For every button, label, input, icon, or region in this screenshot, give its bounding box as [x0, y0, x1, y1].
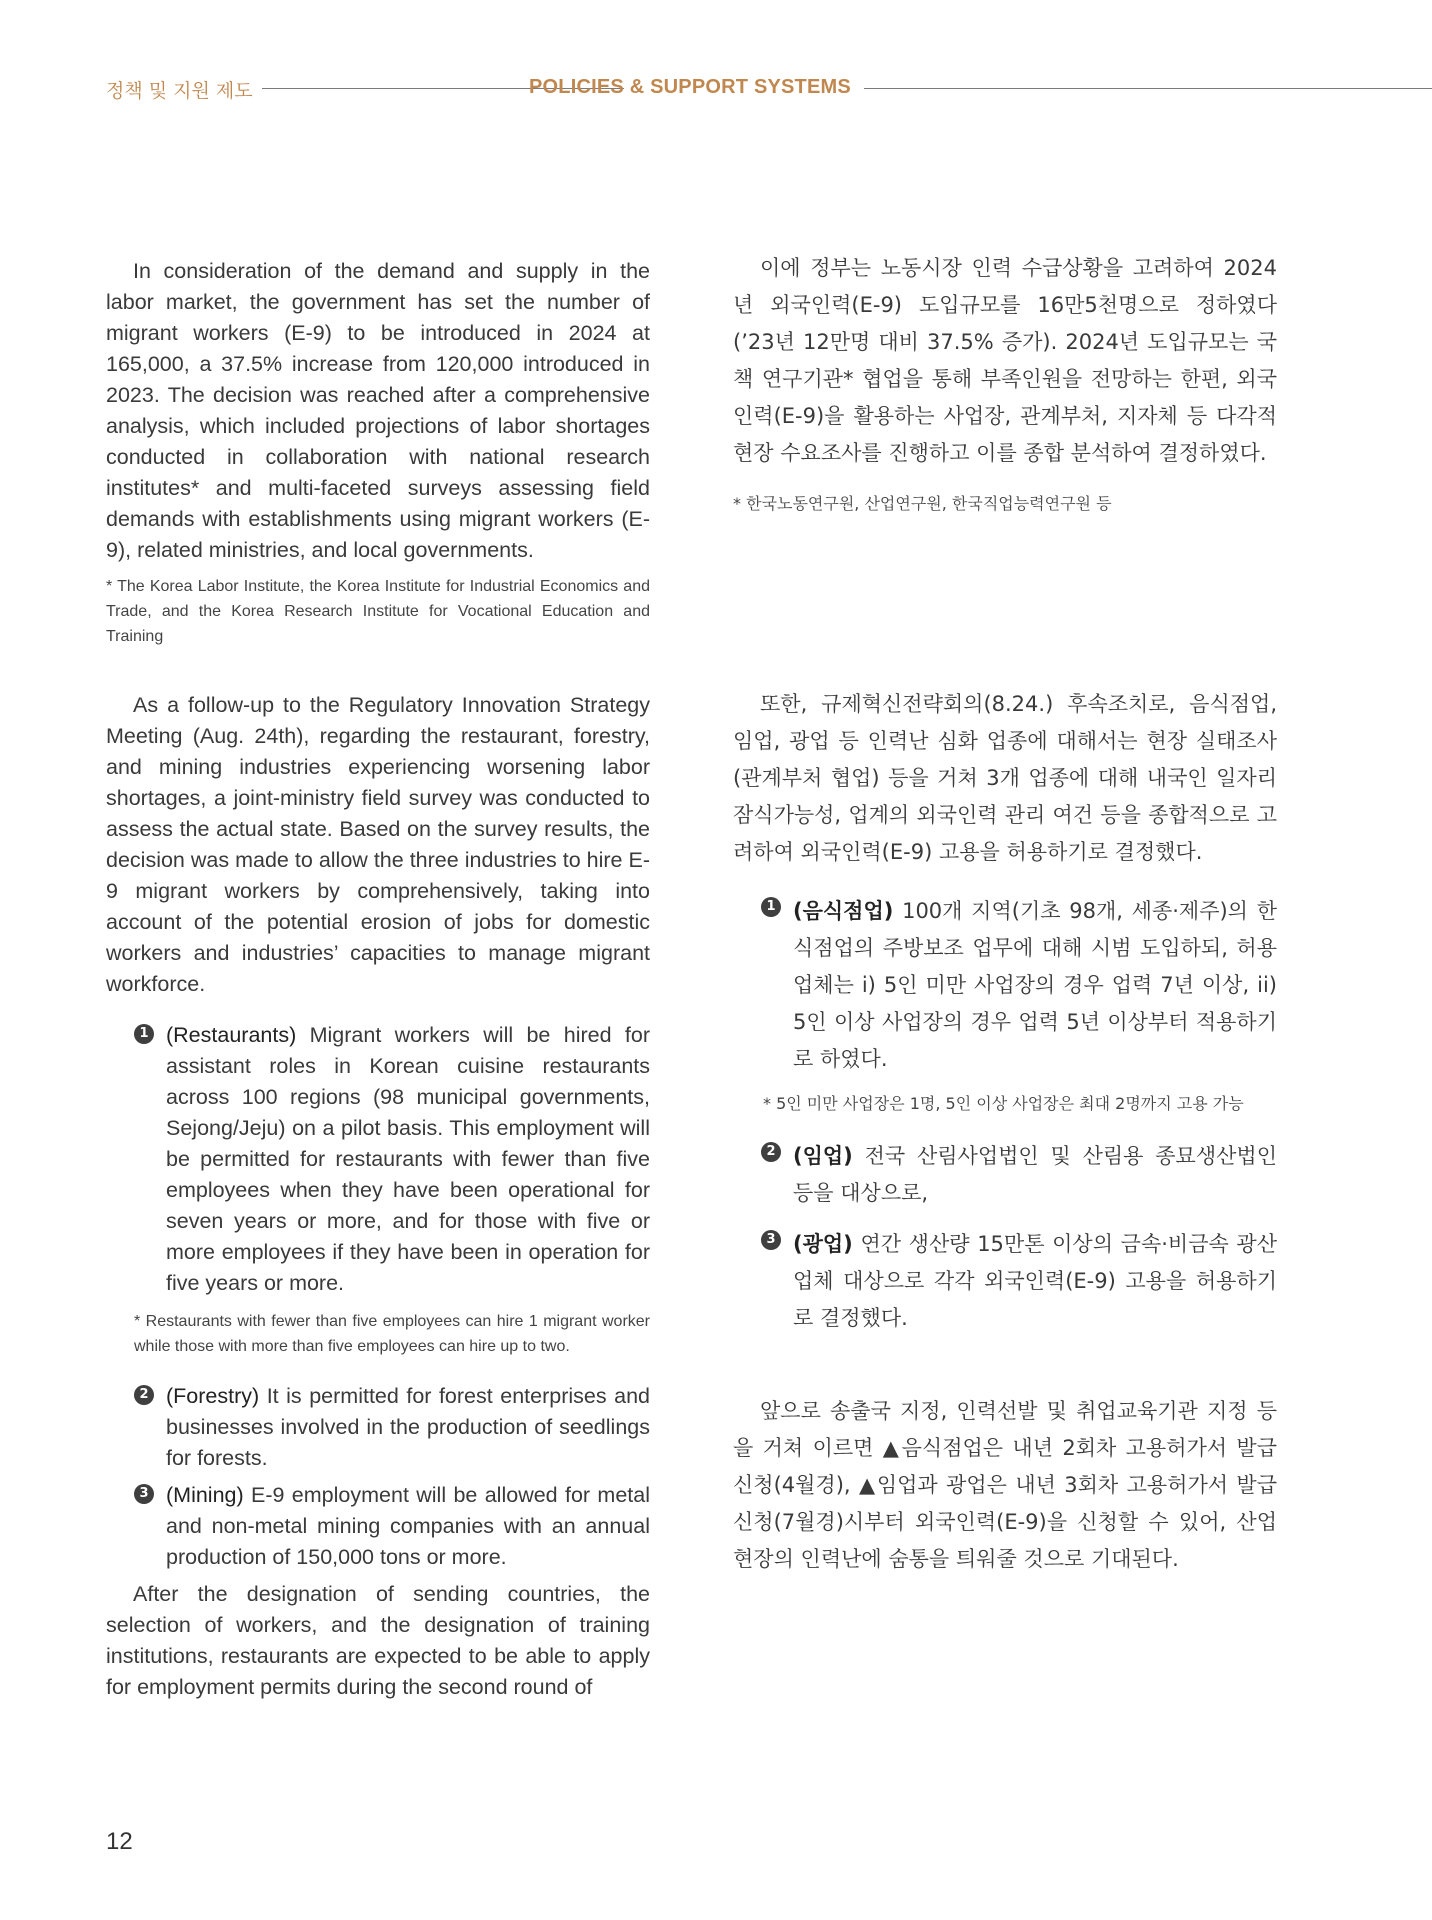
- ko-item-1-body: 100개 지역(기초 98개, 세종·제주)의 한식점업의 주방보조 업무에 대해 시범 도입하되, 허용 업체는 i) 5인 미만 사업장의 경우 업력 7년 이상, ii) 5인 이상 사업장의 경우 업력 5년 이상부터 적용하기로 하였다.: [793, 899, 1277, 1071]
- en-item-restaurants: [106, 1020, 650, 1359]
- en-item-3-text: [166, 1480, 650, 1573]
- ko-item-2-label: (임업): [793, 1144, 853, 1168]
- number-3-icon: 3: [761, 1230, 781, 1250]
- ko-item-1-label: (음식점업): [793, 899, 894, 923]
- ko-paragraph-3: 앞으로 송출국 지정, 인력선발 및 취업교육기관 지정 등을 거쳐 이르면 ▲음식점업은 내년 2회차 고용허가서 발급 신청(4월경), ▲임업과 광업은 내년 3회차 고용허가서 발급 신청(7월경)시부터 외국인력(E-9)을 신청할 수 있어, 산업현장의 인력난에 숨통을 틔워줄 것으로 기대된다.: [733, 1399, 1277, 1571]
- en-block-2: [106, 690, 650, 1703]
- number-1-icon: 1: [134, 1024, 154, 1044]
- ko-item-restaurants: [733, 893, 1277, 1116]
- ko-footnote-2: * 5인 미만 사업장은 1명, 5인 이상 사업장은 최대 2명까지 고용 가능: [763, 1094, 1244, 1113]
- ko-item-mining: [733, 1226, 1277, 1337]
- ko-item-1-text: [793, 893, 1277, 1078]
- ko-item-2-text: [793, 1138, 1277, 1212]
- section-title-ko: 정책 및 지원 제도: [106, 80, 253, 102]
- section-title-en: POLICIES & SUPPORT SYSTEMS: [529, 76, 851, 98]
- en-item-2-body: It is permitted for forest enterprises and businesses involved in the production of seedlings for forests.: [166, 1384, 650, 1470]
- en-item-forestry: [106, 1381, 650, 1474]
- ko-footnote-1: * 한국노동연구원, 산업연구원, 한국직업능력연구원 등: [733, 494, 1112, 513]
- en-footnote-1: * The Korea Labor Institute, the Korea Institute for Industrial Economics and Trade, and the Korea Research Institute for Vocational Education and Training: [106, 578, 650, 645]
- number-3-icon: 3: [134, 1484, 154, 1504]
- en-paragraph-3: After the designation of sending countries, the selection of workers, and the designation of training institutions, restaurants are expected to be able to apply for employment permits during the second round of: [106, 1582, 650, 1699]
- ko-item-3-body: 연간 생산량 15만톤 이상의 금속·비금속 광산업체 대상으로 각각 외국인력(E-9) 고용을 허용하기로 결정했다.: [793, 1232, 1277, 1330]
- en-item-1-text: [166, 1020, 650, 1299]
- en-paragraph-1: In consideration of the demand and supply in the labor market, the government has set the number of migrant workers (E-9) to be introduced in 2024 at 165,000, a 37.5% increase from 120,000 introduced in 2023. The decision was reached after a comprehensive analysis, which included projections of labor shortages conducted in collaboration with national research institutes* and multi-faceted surveys assessing field demands with establishments using migrant workers (E-9), related ministries, and local governments.: [106, 259, 650, 562]
- header-divider-right: [864, 88, 1432, 89]
- ko-paragraph-2: 또한, 규제혁신전략회의(8.24.) 후속조치로, 음식점업, 임업, 광업 등 인력난 심화 업종에 대해서는 현장 실태조사(관계부처 협업) 등을 거쳐 3개 업종에 대해 내국인 일자리 잠식가능성, 업계의 외국인력 관리 여건 등을 종합적으로 고려하여 외국인력(E-9) 고용을 허용하기로 결정했다.: [733, 692, 1277, 864]
- en-item-3-body: E-9 employment will be allowed for metal and non-metal mining companies with an annual production of 150,000 tons or more.: [166, 1483, 650, 1569]
- ko-paragraph-1: 이에 정부는 노동시장 인력 수급상황을 고려하여 2024년 외국인력(E-9) 도입규모를 16만5천명으로 정하였다(’23년 12만명 대비 37.5% 증가). 2024년 도입규모는 국책 연구기관* 협업을 통해 부족인원을 전망하는 한편, 외국인력(E-9)을 활용하는 사업장, 관계부처, 지자체 등 다각적 현장 수요조사를 진행하고 이를 종합 분석하여 결정하였다.: [733, 256, 1277, 465]
- ko-block-2: [733, 686, 1277, 1578]
- en-footnote-2: * Restaurants with fewer than five employees can hire 1 migrant worker while those with more than five employees can hire up to two.: [134, 1313, 650, 1355]
- page-number: 12: [106, 1828, 133, 1855]
- en-paragraph-2: As a follow-up to the Regulatory Innovation Strategy Meeting (Aug. 24th), regarding the restaurant, forestry, and mining industries experiencing worsening labor shortages, a joint-ministry field survey was conducted to assess the actual state. Based on the survey results, the decision was made to allow the three industries to hire E-9 migrant workers by comprehensively, taking into account of the potential erosion of jobs for domestic workers and industries’ capacities to manage migrant workforce.: [106, 693, 650, 996]
- en-item-1-label: (Restaurants): [166, 1023, 297, 1047]
- ko-item-3-text: [793, 1226, 1277, 1337]
- ko-block-1: [733, 250, 1277, 516]
- ko-item-3-label: (광업): [793, 1232, 853, 1256]
- en-item-mining: [106, 1480, 650, 1573]
- ko-item-2-body: 전국 산림사업법인 및 산림용 종묘생산법인 등을 대상으로,: [793, 1144, 1277, 1205]
- en-item-2-text: [166, 1381, 650, 1474]
- number-1-icon: 1: [761, 897, 781, 917]
- number-2-icon: 2: [134, 1385, 154, 1405]
- en-item-1-body: Migrant workers will be hired for assistant roles in Korean cuisine restaurants across 100 regions (98 municipal governments, Sejong/Jeju) on a pilot basis. This employment will be permitted for restaurants with fewer than five employees when they have been operational for seven years or more, and for those with five or more employees if they have been in operation for five years or more.: [166, 1023, 650, 1295]
- en-item-3-label: (Mining): [166, 1483, 244, 1507]
- page-header: [106, 76, 1432, 102]
- en-item-2-label: (Forestry): [166, 1384, 260, 1408]
- number-2-icon: 2: [761, 1142, 781, 1162]
- en-block-1: [106, 256, 650, 649]
- ko-item-forestry: [733, 1138, 1277, 1212]
